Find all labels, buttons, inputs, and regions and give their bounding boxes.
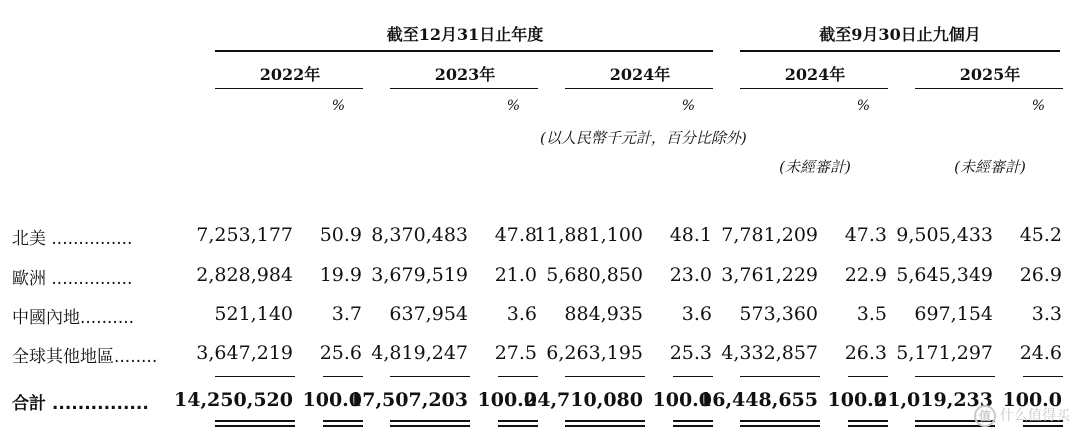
cell-total-2025-pct: 100.0 <box>1002 389 1062 411</box>
total-double-rule-2024a-amount-1 <box>565 420 645 422</box>
cell-rest-of-world-2025-pct: 24.6 <box>1019 342 1062 364</box>
cell-total-2025-amount: 21,019,233 <box>874 389 993 411</box>
cell-rest-of-world-2024a-pct: 25.3 <box>669 342 712 364</box>
subtotal-rule-2024a-amount <box>565 376 645 377</box>
subtotal-rule-2023-amount <box>390 376 470 377</box>
subtotal-rule-2024n-pct <box>848 376 888 377</box>
header-group-nine-months-rule <box>740 50 1060 52</box>
year-rule-2025 <box>915 88 1063 89</box>
watermark <box>974 405 1070 427</box>
cell-north-america-2024n-amount: 7,781,209 <box>721 224 818 246</box>
subtotal-rule-2024a-pct <box>673 376 713 377</box>
total-double-rule-2022-pct-2 <box>323 425 363 427</box>
cell-north-america-2025-pct: 45.2 <box>1019 224 1062 246</box>
year-2024-annual: 2024年 <box>609 65 671 84</box>
total-double-rule-2024a-pct-1 <box>673 420 713 422</box>
year-2022: 2022年 <box>259 65 321 84</box>
subtotal-rule-2023-pct <box>498 376 538 377</box>
subtotal-rule-2024n-amount <box>740 376 820 377</box>
watermark-text: 什么值得买 <box>1000 408 1070 424</box>
cell-mainland-china-2022-pct: 3.7 <box>331 303 362 325</box>
year-rule-2022 <box>215 88 363 89</box>
pct-symbol-2025: % <box>1031 98 1045 114</box>
subtotal-rule-2025-amount <box>915 376 995 377</box>
cell-north-america-2022-amount: 7,253,177 <box>196 224 293 246</box>
cell-europe-2022-pct: 19.9 <box>319 264 362 286</box>
cell-mainland-china-2023-amount: 637,954 <box>389 303 468 325</box>
cell-mainland-china-2025-amount: 697,154 <box>914 303 993 325</box>
cell-europe-2024a-pct: 23.0 <box>669 264 712 286</box>
cell-north-america-2023-amount: 8,370,483 <box>371 224 468 246</box>
total-double-rule-2022-pct-1 <box>323 420 363 422</box>
cell-mainland-china-2023-pct: 3.6 <box>506 303 537 325</box>
year-rule-2024a <box>565 88 713 89</box>
cell-mainland-china-2024n-amount: 573,360 <box>739 303 818 325</box>
cell-north-america-2023-pct: 47.8 <box>494 224 537 246</box>
cell-north-america-2025-amount: 9,505,433 <box>896 224 993 246</box>
total-double-rule-2024n-amount-2 <box>740 425 820 427</box>
header-group-annual: 截至12月31日止年度 <box>386 25 544 44</box>
cell-rest-of-world-2024n-pct: 26.3 <box>844 342 887 364</box>
unaudited-2025: (未經審計) <box>954 158 1026 176</box>
row-label-europe: 歐洲 ............... <box>12 269 133 289</box>
year-2023: 2023年 <box>434 65 496 84</box>
cell-europe-2025-amount: 5,645,349 <box>896 264 993 286</box>
cell-rest-of-world-2023-amount: 4,819,247 <box>371 342 468 364</box>
row-label-total: 合計 ............... <box>12 394 149 414</box>
cell-rest-of-world-2024n-amount: 4,332,857 <box>721 342 818 364</box>
total-double-rule-2023-amount-1 <box>390 420 470 422</box>
cell-north-america-2022-pct: 50.9 <box>319 224 362 246</box>
cell-europe-2024a-amount: 5,680,850 <box>546 264 643 286</box>
cell-mainland-china-2025-pct: 3.3 <box>1031 303 1062 325</box>
cell-europe-2022-amount: 2,828,984 <box>196 264 293 286</box>
cell-rest-of-world-2023-pct: 27.5 <box>494 342 537 364</box>
row-label-north-america: 北美 ............... <box>12 229 133 249</box>
watermark-logo-icon: 值 <box>974 405 996 427</box>
total-double-rule-2024n-pct-1 <box>848 420 888 422</box>
total-double-rule-2024n-pct-2 <box>848 425 888 427</box>
cell-rest-of-world-2024a-amount: 6,263,195 <box>546 342 643 364</box>
cell-total-2024n-pct: 100.0 <box>827 389 887 411</box>
cell-north-america-2024a-amount: 11,881,100 <box>534 224 643 246</box>
cell-mainland-china-2024a-pct: 3.6 <box>681 303 712 325</box>
total-double-rule-2024a-amount-2 <box>565 425 645 427</box>
unit-note: (以人民幣千元計，百分比除外) <box>540 129 747 147</box>
header-group-annual-rule <box>215 50 713 52</box>
total-double-rule-2022-amount-1 <box>215 420 295 422</box>
pct-symbol-2023: % <box>506 98 520 114</box>
cell-rest-of-world-2025-amount: 5,171,297 <box>896 342 993 364</box>
cell-europe-2023-amount: 3,679,519 <box>371 264 468 286</box>
cell-rest-of-world-2022-pct: 25.6 <box>319 342 362 364</box>
total-double-rule-2024a-pct-2 <box>673 425 713 427</box>
year-2025-nine-months: 2025年 <box>959 65 1021 84</box>
cell-europe-2024n-amount: 3,761,229 <box>721 264 818 286</box>
cell-total-2022-pct: 100.0 <box>302 389 362 411</box>
subtotal-rule-2025-pct <box>1023 376 1063 377</box>
unaudited-2024: (未經審計) <box>779 158 851 176</box>
cell-total-2023-amount: 17,507,203 <box>349 389 468 411</box>
cell-north-america-2024a-pct: 48.1 <box>669 224 712 246</box>
total-double-rule-2023-amount-2 <box>390 425 470 427</box>
cell-mainland-china-2024a-amount: 884,935 <box>564 303 643 325</box>
year-rule-2023 <box>390 88 538 89</box>
cell-europe-2024n-pct: 22.9 <box>844 264 887 286</box>
subtotal-rule-2022-pct <box>323 376 363 377</box>
total-double-rule-2024n-amount-1 <box>740 420 820 422</box>
pct-symbol-2022: % <box>331 98 345 114</box>
pct-symbol-2024n: % <box>856 98 870 114</box>
subtotal-rule-2022-amount <box>215 376 295 377</box>
cell-total-2024a-amount: 24,710,080 <box>524 389 643 411</box>
cell-total-2024n-amount: 16,448,655 <box>699 389 818 411</box>
row-label-mainland-china: 中國內地.......... <box>12 308 135 328</box>
cell-mainland-china-2024n-pct: 3.5 <box>856 303 887 325</box>
cell-rest-of-world-2022-amount: 3,647,219 <box>196 342 293 364</box>
row-label-rest-of-world: 全球其他地區........ <box>12 347 158 367</box>
total-double-rule-2022-amount-2 <box>215 425 295 427</box>
header-group-nine-months: 截至9月30日止九個月 <box>819 25 981 44</box>
cell-total-2022-amount: 14,250,520 <box>174 389 293 411</box>
year-2024-nine-months: 2024年 <box>784 65 846 84</box>
total-double-rule-2023-pct-2 <box>498 425 538 427</box>
cell-total-2023-pct: 100.0 <box>477 389 537 411</box>
total-double-rule-2023-pct-1 <box>498 420 538 422</box>
cell-north-america-2024n-pct: 47.3 <box>844 224 887 246</box>
cell-europe-2025-pct: 26.9 <box>1019 264 1062 286</box>
cell-europe-2023-pct: 21.0 <box>494 264 537 286</box>
cell-total-2024a-pct: 100.0 <box>652 389 712 411</box>
year-rule-2024n <box>740 88 888 89</box>
pct-symbol-2024a: % <box>681 98 695 114</box>
cell-mainland-china-2022-amount: 521,140 <box>214 303 293 325</box>
